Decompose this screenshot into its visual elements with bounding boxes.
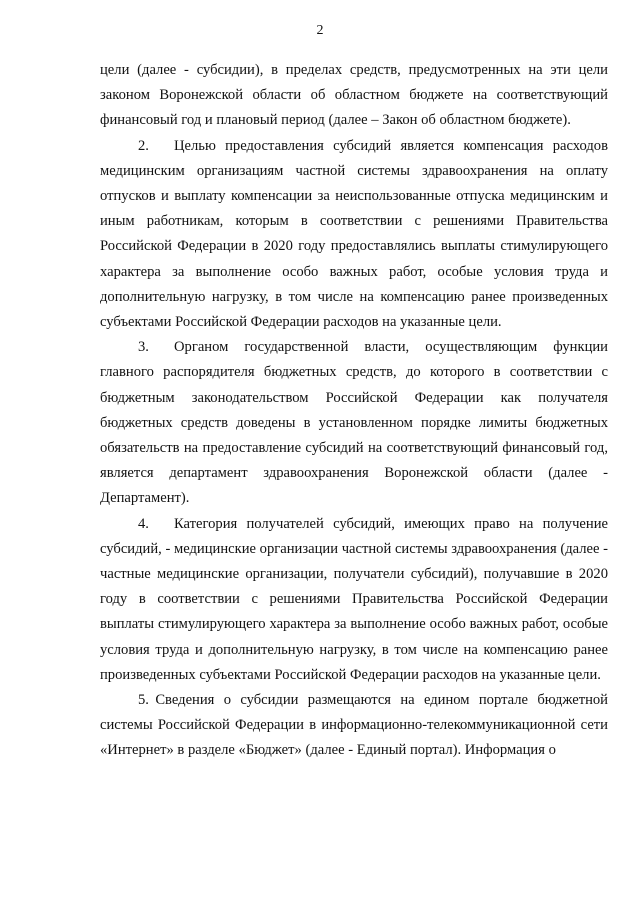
paragraph-number: 5. [138,692,149,709]
paragraph-number: 2. [138,137,149,154]
paragraph-4 [100,512,608,688]
paragraph-2 [100,134,608,336]
paragraph-text: Сведения о субсидии размещаются на едином портале бюджетной системы Российской Федерации в информационно-телекоммуникационной сети «Интернет» в разделе «Бюджет» (далее - Единый портал). Информация о [100,692,608,759]
document-body [100,58,608,764]
paragraph-continuation [100,58,608,134]
paragraph-number: 3. [138,339,149,356]
paragraph-5 [100,688,608,764]
paragraph-text: цели (далее - субсидии), в пределах средств, предусмотренных на эти цели законом Воронежской области об областном бюджете на соответствующий финансовый год и плановый период (далее – Закон об областном бюджете). [100,62,608,129]
page-number: 2 [316,23,324,38]
paragraph-3 [100,335,608,511]
paragraph-number: 4. [138,515,149,532]
paragraph-text: Органом государственной власти, осуществляющим функции главного распорядителя бюджетных средств, до которого в соответствии с бюджетным законодательством Российской Федерации как получателя бюджетных средств доведены в установленном порядке лимиты бюджетных обязательств на предоставление субсидий на соответствующий финансовый год, является департамент здравоохранения Воронежской области (далее - Департамент). [100,339,608,507]
paragraph-text: Категория получателей субсидий, имеющих право на получение субсидий, - медицинские организации частной системы здравоохранения (далее - частные медицинские организации, получатели субсидий), получавшие в 2020 году в соответствии с решениями Правительства Российской Федерации выплаты стимулирующего характера за выполнение особо важных работ, особые условия труда и дополнительную нагрузку, в том числе на компенсацию ранее произведенных субъектами Российской Федерации расходов на указанные цели. [100,515,608,683]
paragraph-text: Целью предоставления субсидий является компенсация расходов медицинским организациям частной системы здравоохранения на оплату отпусков и выплату компенсации за неиспользованные отпуска медицинским и иным работникам, которым в соответствии с решениями Правительства Российской Федерации в 2020 году предоставлялись выплаты стимулирующего характера за выполнение особо важных работ, особые условия труда и дополнительную нагрузку, в том числе на компенсацию ранее произведенных субъектами Российской Федерации расходов на указанные цели. [100,137,608,331]
